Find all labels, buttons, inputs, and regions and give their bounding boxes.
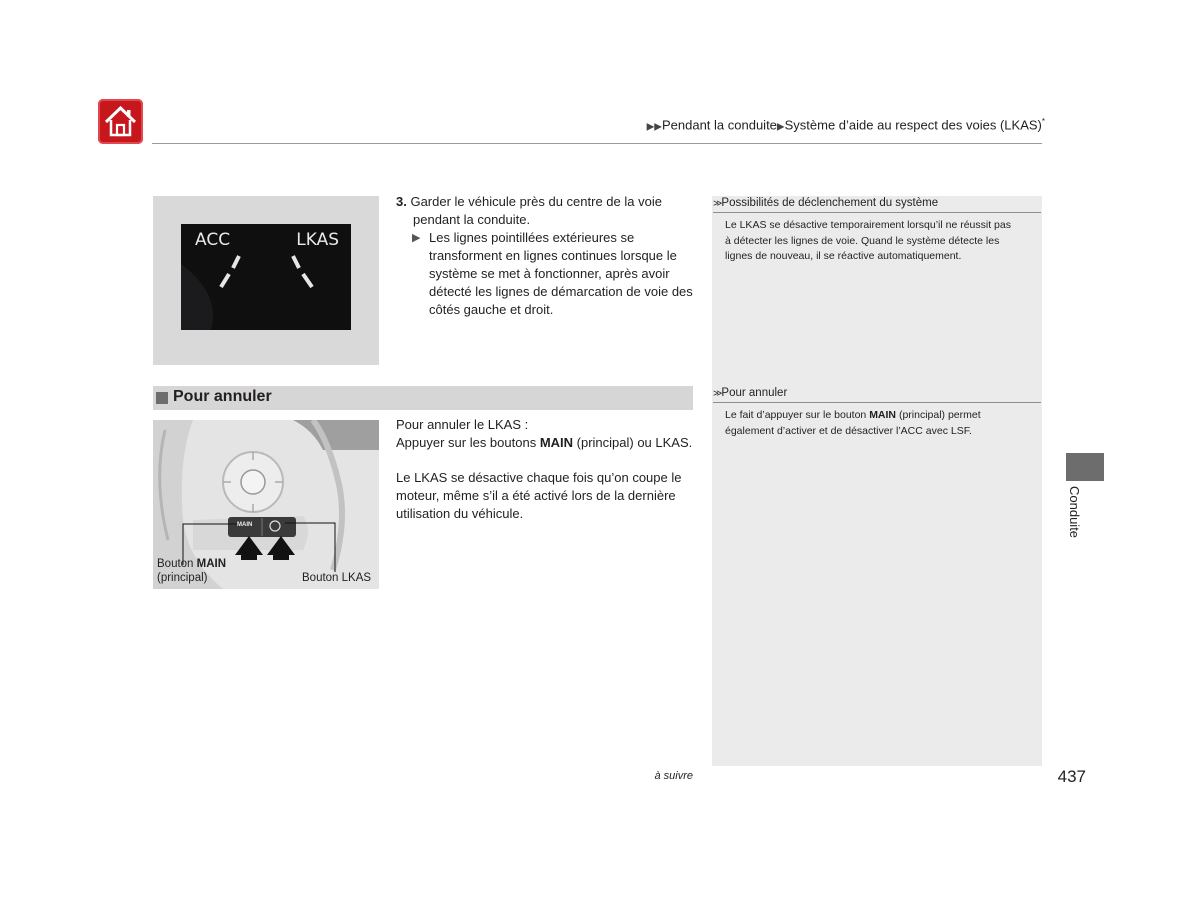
- sidenote-title-1: ≫Possibilités de déclenchement du système: [713, 197, 939, 209]
- sidenote-divider-1: [713, 212, 1041, 213]
- sidenote-column: [712, 196, 1042, 766]
- continued-note: à suivre: [654, 770, 693, 782]
- step-3-note: ▶ Les lignes pointillées extérieures se transforment en lignes continues lorsque le système se met à fonctionner, après avoir détecté les lignes de démarcation de voie des côtés gauche et droit.: [412, 230, 693, 317]
- cancel-instructions: Pour annuler le LKAS : Appuyer sur les boutons MAIN (principal) ou LKAS. Le LKAS se désactive chaque fois qu’on coupe le moteur, même s’il a été activé lors de la dernière utilisation du véhicule.: [396, 417, 693, 521]
- main-button-label-line2: (principal): [157, 572, 208, 584]
- breadcrumb-parent-link[interactable]: Pendant la conduite: [661, 117, 777, 133]
- section-heading-bar: [153, 386, 693, 410]
- breadcrumb-current: Système d’aide au respect des voies (LKAS): [784, 117, 1042, 133]
- breadcrumb-marker: *: [1041, 117, 1045, 126]
- acc-indicator: ACC: [195, 230, 231, 250]
- header-divider: [152, 143, 1042, 144]
- main-button-label: Bouton MAIN: [157, 558, 227, 570]
- breadcrumb: [560, 117, 1045, 132]
- lkas-button-label: Bouton LKAS: [302, 572, 372, 584]
- lkas-display-figure: [153, 196, 379, 365]
- step-number: 3.: [396, 194, 407, 209]
- note-arrow-icon: ▶: [412, 232, 421, 244]
- display-screen: [181, 224, 351, 330]
- home-button[interactable]: [98, 99, 143, 144]
- chapter-tab-label: Conduite: [1067, 486, 1082, 539]
- sidenote-body-1: Le LKAS se désactive temporairement lorsqu’il ne réussit pas à détecter les lignes de voie. Quand le système détecte les lignes de nouveau, il se réactive automatiquement.: [725, 219, 1011, 262]
- section-title: Pour annuler: [173, 388, 272, 405]
- sidenote-body-2: Le fait d’appuyer sur le bouton MAIN (principal) permet également d’activer et de désactiver l’ACC avec LSF.: [725, 409, 981, 437]
- page-number: 437: [1057, 767, 1086, 786]
- sidenote-ref-icon: ≫: [713, 198, 722, 208]
- lkas-indicator: LKAS: [296, 230, 339, 250]
- main-button: MAIN: [237, 522, 253, 528]
- breadcrumb-separator-icon: ▶: [776, 121, 785, 133]
- sidenote-ref-icon: ≫: [713, 388, 722, 398]
- breadcrumb-arrows-icon: ▶▶: [646, 121, 662, 133]
- sidenote-title-2: ≫Pour annuler: [713, 387, 788, 399]
- home-icon: [98, 99, 143, 144]
- section-square-icon: [156, 392, 168, 404]
- chapter-tab-marker[interactable]: [1066, 453, 1104, 481]
- sidenote-divider-2: [713, 402, 1041, 403]
- step-3: 3. Garder le véhicule près du centre de la voie pendant la conduite. ▶ Les lignes pointillées extérieures se transforment en lignes continues lorsque le système se met à fonctionner, après avoir détecté les lignes de démarcation de voie des côtés gauche et droit.: [396, 193, 696, 319]
